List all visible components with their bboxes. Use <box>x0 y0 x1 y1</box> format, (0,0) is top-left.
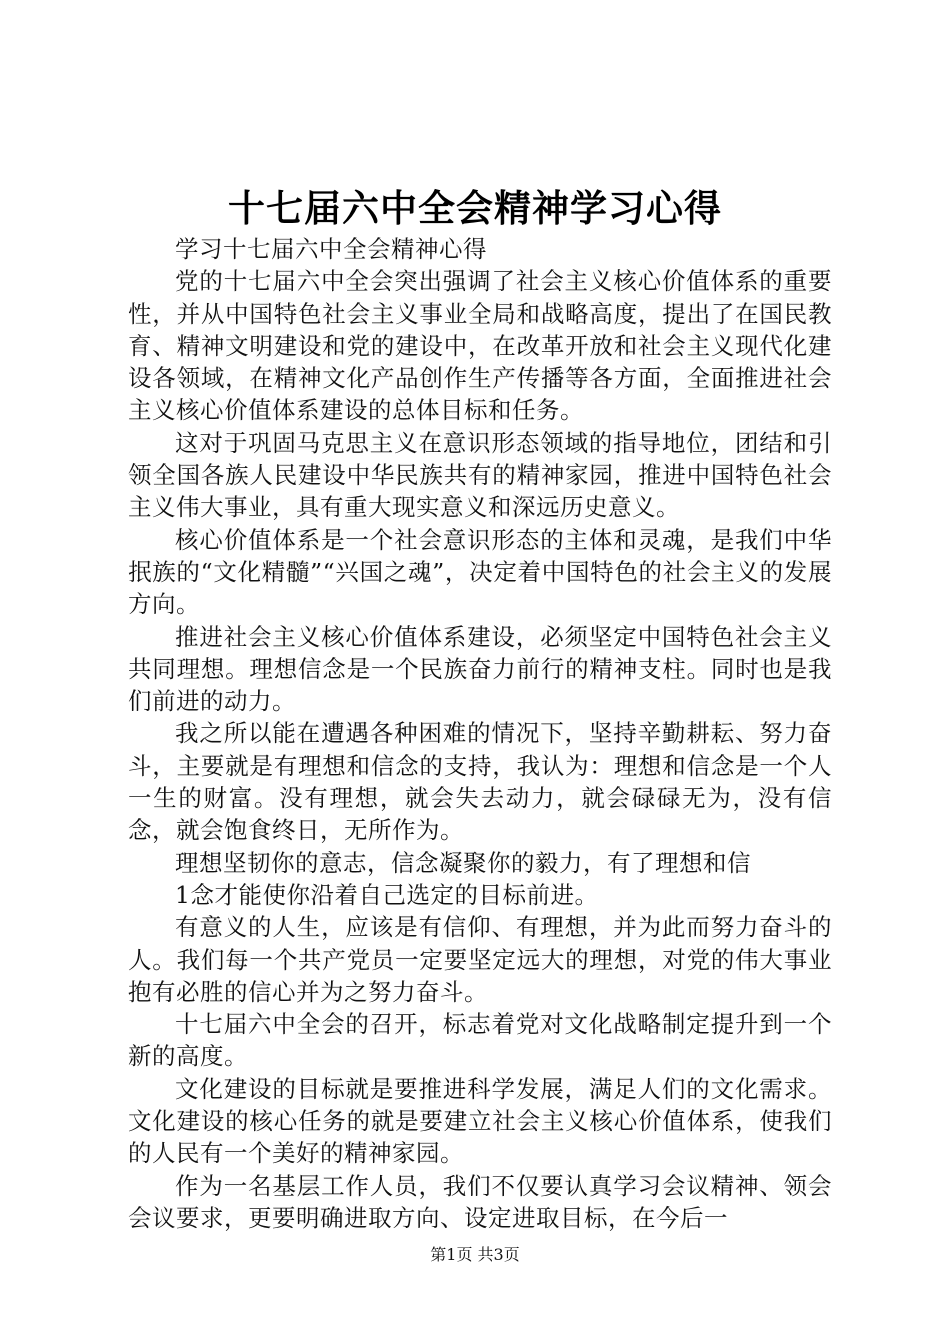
paragraph: 十七届六中全会的召开，标志着党对文化战略制定提升到一个新的高度。 <box>128 1010 832 1071</box>
paragraph: 核心价值体系是一个社会意识形态的主体和灵魂，是我们中华抿族的“文化精髓”“兴国之魂”，决定着中国特色的社会主义的发展方向。 <box>128 525 832 619</box>
paragraph: 文化建设的目标就是要推进科学发展，满足人们的文化需求。文化建设的核心任务的就是要建立社会主义核心价值体系，使我们的人民有一个美好的精神家园。 <box>128 1074 832 1168</box>
document-body <box>128 233 832 1234</box>
paragraph: 这对于巩固马克思主义在意识形态领域的指导地位，团结和引领全国各族人民建设中华民族共有的精神家园，推进中国特色社会主义伟大事业，具有重大现实意义和深远历史意义。 <box>128 428 832 522</box>
paragraph: 推进社会主义核心价值体系建设，必须坚定中国特色社会主义共同理想。理想信念是一个民族奋力前行的精神支柱。同时也是我们前进的动力。 <box>128 622 832 716</box>
paragraph: 1念才能使你沿着自己选定的目标前进。 <box>175 880 599 909</box>
paragraph-subtitle: 学习十七届六中全会精神心得 <box>175 235 487 263</box>
paragraph: 党的十七届六中全会突出强调了社会主义核心价值体系的重要性，并从中国特色社会主义事业全局和战略高度，提出了在国民教育、精神文明建设和党的建设中，在改革开放和社会主义现代化建设各领域，在精神文化产品创作生产传播等各方面，全面推进社会主义核心价值体系建设的总体目标和任务。 <box>128 267 832 425</box>
paragraph: 作为一名基层工作人员，我们不仅要认真学习会议精神、领会会议要求，更要明确进取方向、设定进取目标，在今后一 <box>128 1171 832 1232</box>
paragraph: 有意义的人生，应该是有信仰、有理想，并为此而努力奋斗的人。我们每一个共产党员一定要坚定远大的理想，对党的伟大事业抱有必胜的信心并为之努力奋斗。 <box>128 913 832 1006</box>
paragraph: 我之所以能在遭遇各种困难的情况下，坚持辛勤耕耘、努力奋斗，主要就是有理想和信念的支持，我认为：理想和信念是一个人一生的财富。没有理想，就会失去动力，就会碌碌无为，没有信念，就会饱食终日，无所作为。 <box>128 719 832 845</box>
page-indicator: 第1页 共3页 <box>430 1245 520 1264</box>
document-title: 十七届六中全会精神学习心得 <box>228 186 722 230</box>
paragraph: 理想坚韧你的意志，信念凝聚你的毅力，有了理想和信 <box>175 848 751 877</box>
